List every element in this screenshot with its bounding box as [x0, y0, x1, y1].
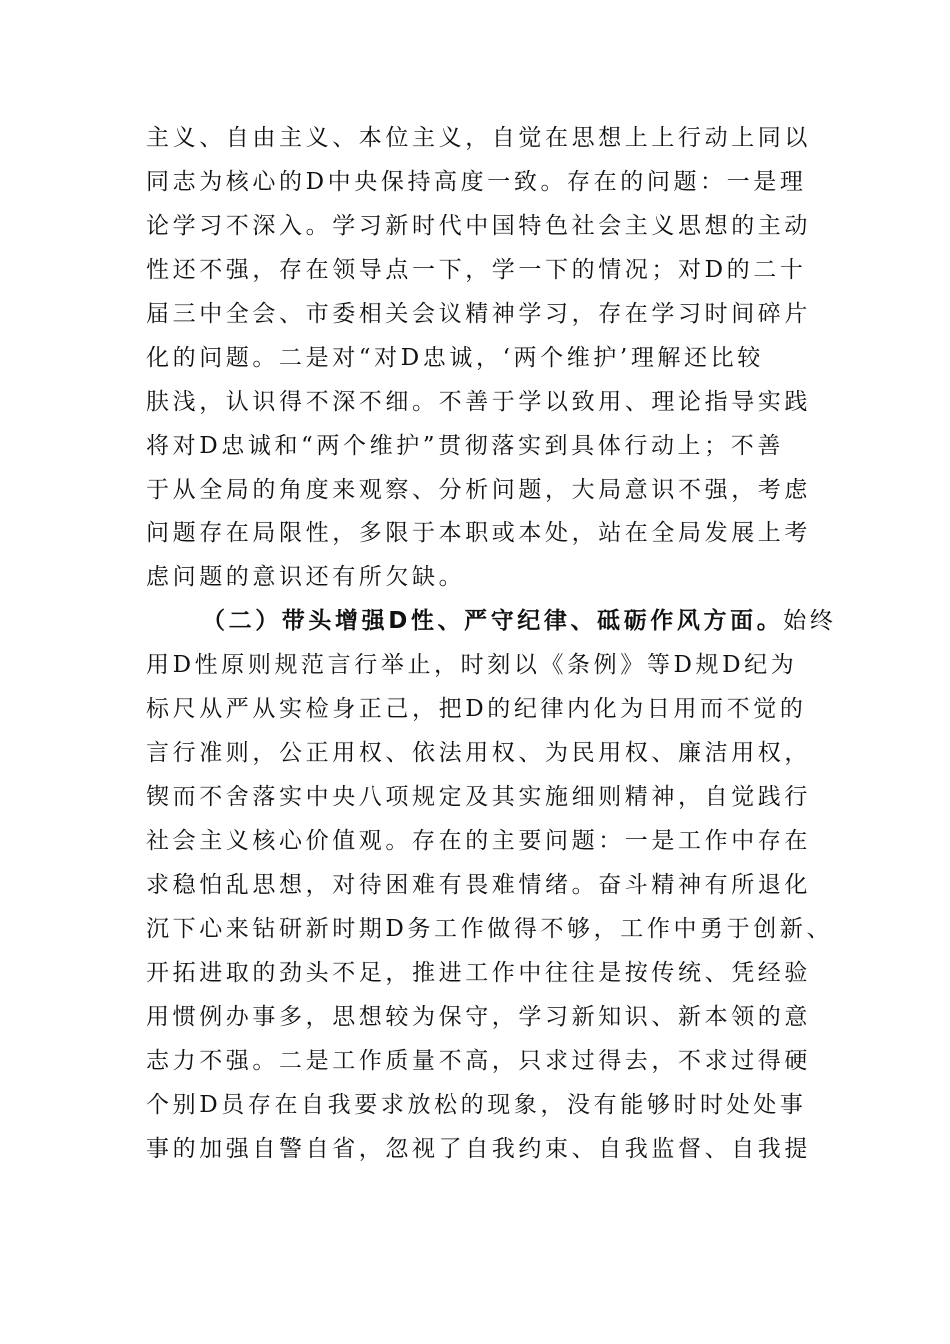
paragraph-line: 用惯例办事多，思想较为保守，学习新知识、新本领的意 — [146, 1003, 811, 1030]
section-heading: （二）带头增强D性、严守纪律、砥砺作风方面。 — [202, 608, 784, 635]
paragraph-line: 肤浅，认识得不深不细。不善于学以致用、理论指导实践 — [146, 388, 811, 415]
paragraph-line: 将对D忠诚和“两个维护”贯彻落实到具体行动上；不善 — [146, 432, 784, 459]
paragraph-line: 同志为核心的D中央保持高度一致。存在的问题：一是理 — [146, 168, 807, 195]
body-text — [146, 117, 837, 1172]
section-heading-line — [146, 600, 837, 644]
paragraph-line: 求稳怕乱思想，对待困难有畏难情绪。奋斗精神有所退化 — [146, 871, 811, 898]
paragraph-line: 锲而不舍落实中央八项规定及其实施细则精神，自觉践行 — [146, 784, 811, 811]
paragraph-line: 沉下心来钻研新时期D务工作做得不够，工作中勇于创新、 — [146, 915, 834, 942]
paragraph-line: 化的问题。二是对“对D忠诚，‘两个维护’理解还比较 — [146, 344, 764, 371]
paragraph-line: 于从全局的角度来观察、分析问题，大局意识不强，考虑 — [146, 476, 811, 503]
paragraph-line: 社会主义核心价值观。存在的主要问题：一是工作中存在 — [146, 828, 811, 854]
paragraph-line: 标尺从严从实检身正己，把D的纪律内化为日用而不觉的 — [146, 696, 807, 723]
paragraph-line: 论学习不深入。学习新时代中国特色社会主义思想的主动 — [146, 212, 811, 239]
paragraph-line: 届三中全会、市委相关会议精神学习，存在学习时间碎片 — [146, 300, 811, 327]
paragraph-line: 性还不强，存在领导点一下，学一下的情况；对D的二十 — [146, 256, 807, 283]
paragraph-line: 虑问题的意识还有所欠缺。 — [146, 564, 466, 591]
paragraph-line: 问题存在局限性，多限于本职或本处，站在全局发展上考 — [146, 520, 811, 547]
paragraph-line: 开拓进取的劲头不足，推进工作中往往是按传统、凭经验 — [146, 959, 811, 986]
paragraph-line: 用D性原则规范言行举止，时刻以《条例》等D规D纪为 — [146, 652, 798, 679]
paragraph-line: 个别D员存在自我要求放松的现象，没有能够时时处处事 — [146, 1091, 807, 1118]
paragraph-line: 事的加强自警自省，忽视了自我约束、自我监督、自我提 — [146, 1135, 811, 1162]
paragraph-line: 主义、自由主义、本位主义，自觉在思想上上行动上同以 — [146, 125, 811, 151]
paragraph-line: 言行准则，公正用权、依法用权、为民用权、廉洁用权， — [146, 740, 811, 767]
paragraph-line: 志力不强。二是工作质量不高，只求过得去，不求过得硬 — [146, 1047, 811, 1074]
paragraph-line-start: 始终 — [783, 608, 837, 635]
